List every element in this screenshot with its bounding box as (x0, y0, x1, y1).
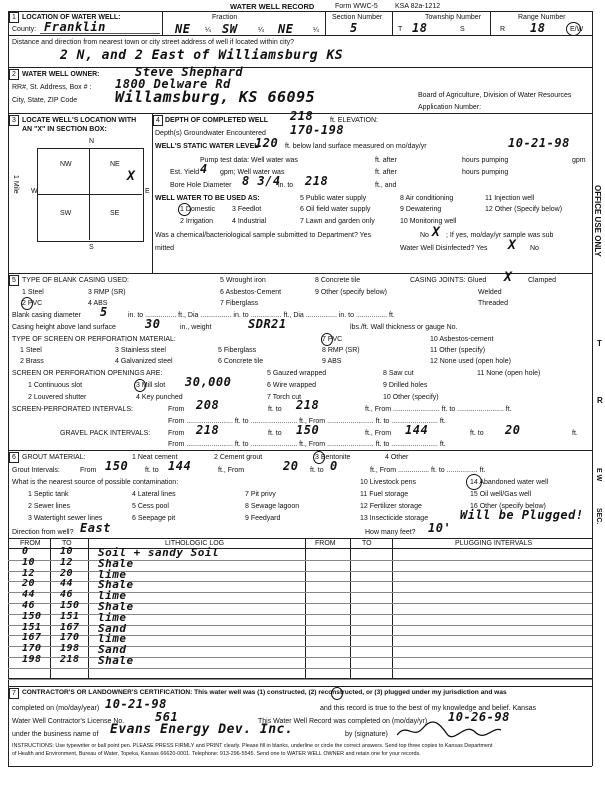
casing-abs[interactable]: 4 ABS (88, 300, 108, 307)
license-label: Water Well Contractor's License No. (12, 718, 125, 725)
static-level-label: WELL'S STATIC WATER LEVEL (155, 143, 259, 150)
weight-tail: lbs./ft. Wall thickness or gauge No. (350, 324, 458, 331)
grout-bentonite[interactable]: 3 Bentonite (315, 454, 351, 461)
gravel-to[interactable]: 150 (296, 423, 320, 437)
grout-to[interactable]: 144 (168, 459, 192, 473)
pump-test-label: Pump test data: Well water was (200, 157, 298, 164)
owner-address[interactable]: 1800 Delware Rd (115, 77, 231, 91)
grout-to2-label: ft. to (310, 467, 324, 474)
sidebar-r: R (597, 396, 603, 405)
log-row-from[interactable]: 46 (22, 600, 36, 611)
section-1-number: 1 (9, 12, 19, 23)
depth-label: DEPTH OF COMPLETED WELL (165, 117, 269, 124)
yield-after: ft. after (375, 169, 397, 176)
use-domestic-circle (178, 203, 191, 216)
open-louvered[interactable]: 2 Louvered shutter (28, 394, 87, 401)
log-row-divider (8, 571, 592, 572)
chem-no-mark: X (432, 225, 441, 240)
record-label: This Water Well Record was completed on (mo/day/yr) (258, 718, 428, 725)
bore-value[interactable]: 8 3/4 (242, 174, 281, 188)
screen-label: TYPE OF SCREEN OR PERFORATION MATERIAL: (12, 336, 176, 343)
west-label: W (31, 188, 38, 195)
log-row-from[interactable]: 170 (22, 643, 42, 655)
disinfected-label: Water Well Disinfected? Yes (400, 245, 488, 252)
city-label: City, State, ZIP Code (12, 97, 78, 104)
section-3-label-1: LOCATE WELL'S LOCATION WITH (22, 117, 137, 124)
township-t: T (398, 26, 403, 33)
distance-value[interactable]: 2 N, and 2 East of Williamsburg KS (60, 48, 344, 63)
casing-asbestos[interactable]: 6 Asbestos-Cement (220, 289, 282, 296)
howmany-label: How many feet? (365, 529, 416, 536)
screen-none[interactable]: 12 None used (open hole) (430, 358, 511, 365)
signature-scribble (395, 720, 505, 740)
glued-mark: X (504, 270, 513, 285)
screen-concrete[interactable]: 6 Concrete tile (218, 358, 264, 365)
open-saw[interactable]: 8 Saw cut (383, 370, 414, 377)
log-row-to[interactable]: 170 (60, 632, 80, 644)
grout-cement[interactable]: 2 Cement grout (214, 454, 263, 461)
contam-insecticide[interactable]: 13 Insecticide storage (360, 515, 429, 522)
grout-other[interactable]: 4 Other (385, 454, 409, 461)
gravel-to2[interactable]: 20 (505, 423, 521, 437)
bore-label: Bore Hole Diameter (170, 182, 232, 189)
quarter-symbol-2: ¼ (258, 27, 264, 34)
se-label: SE (110, 210, 120, 217)
ew-circle (566, 22, 584, 36)
log-row-description[interactable]: Sand (98, 621, 127, 635)
log-row-description[interactable]: Sand (98, 643, 127, 657)
contam-lateral[interactable]: 4 Lateral lines (132, 491, 176, 498)
section-3-number: 3 (9, 115, 19, 126)
log-row-description[interactable]: lime (98, 567, 127, 581)
bore-to-value[interactable]: 218 (305, 174, 329, 188)
yield-hours: hours pumping (462, 169, 509, 176)
chem-mitted: mitted (155, 245, 175, 252)
log-row-from[interactable]: 12 (22, 567, 36, 579)
contam-fertilizer[interactable]: 12 Fertilizer storage (360, 503, 422, 510)
owner-city[interactable]: Willamsburg, KS 66095 (115, 88, 316, 106)
use-public[interactable]: 5 Public water supply (300, 195, 367, 202)
log-row-from[interactable]: 167 (22, 632, 42, 644)
grout-from2-label: ft., From (218, 467, 245, 474)
grout-label: GROUT MATERIAL: (22, 454, 86, 461)
log-row-from[interactable]: 198 (22, 654, 42, 665)
grout-to-label: ft. to (145, 467, 159, 474)
casing-pvc-circle (21, 297, 33, 310)
business-label: under the business name of (12, 731, 99, 738)
grout-to2[interactable]: 0 (330, 459, 338, 473)
section-3-label-2: AN "X" IN SECTION BOX: (22, 126, 107, 133)
mill-value[interactable]: 30,000 (185, 375, 232, 389)
contam-cess[interactable]: 5 Cess pool (132, 503, 169, 510)
contam-other[interactable]: 16 Other (specify below) (470, 503, 546, 510)
form-title: WATER WELL RECORD (230, 2, 315, 11)
log-row-to[interactable]: 198 (60, 643, 80, 655)
open-mill[interactable]: 3 Mill slot (136, 382, 166, 389)
casing-steel[interactable]: 1 Steel (22, 289, 44, 296)
mile-label: 1 Mile (12, 175, 19, 194)
section-2-number: 2 (9, 69, 19, 80)
application-number-label: Application Number: (418, 104, 482, 111)
log-row-from[interactable]: 151 (22, 621, 42, 633)
gravel-ft: ft. (572, 430, 578, 437)
grout-bentonite-circle (313, 451, 325, 464)
direction-value[interactable]: East (80, 521, 111, 535)
record-date[interactable]: 10-26-98 (448, 710, 510, 724)
sw-label: SW (60, 210, 72, 217)
pump-hours: hours pumping (462, 157, 509, 164)
casing-concrete[interactable]: 8 Concrete tile (315, 277, 361, 284)
disinfected-no[interactable]: No (530, 245, 539, 252)
nw-label: NW (60, 161, 72, 168)
gravel-from2[interactable]: 144 (405, 423, 429, 437)
open-drilled[interactable]: 9 Drilled holes (383, 382, 428, 389)
log-row-to[interactable]: 218 (60, 654, 80, 665)
contam-feedyard[interactable]: 9 Feedyard (245, 515, 281, 522)
contam-abandoned-circle (466, 474, 482, 490)
chem-tail: ; If yes, mo/day/yr sample was sub (446, 232, 554, 239)
howmany-value[interactable]: 10' (428, 521, 452, 535)
range-ew: E/W (570, 26, 584, 33)
signature-label: by (signature) (345, 731, 388, 738)
log-row-to[interactable]: 167 (60, 621, 80, 633)
screen-brass[interactable]: 2 Brass (20, 358, 44, 365)
contam-lagoon[interactable]: 8 Sewage lagoon (245, 503, 300, 510)
depth-value[interactable]: 218 (290, 109, 314, 123)
open-mill-circle (134, 379, 146, 392)
screen-row1-tail: ft., From ........................ ft. to ........................ ft. (365, 406, 512, 413)
static-date[interactable]: 10-21-98 (508, 136, 570, 150)
screen-abs[interactable]: 9 ABS (322, 358, 342, 365)
section-number-value[interactable]: 5 (350, 21, 358, 35)
use-other[interactable]: 12 Other (Specify below) (485, 206, 563, 213)
open-key[interactable]: 4 Key punched (136, 394, 183, 401)
range-value[interactable]: 18 (530, 21, 546, 35)
sidebar-sec: SEC. (595, 508, 602, 525)
yield-value[interactable]: 4 (200, 162, 208, 176)
section-grid[interactable] (37, 148, 144, 242)
log-row-divider (8, 560, 592, 561)
open-gauzed[interactable]: 5 Gauzed wrapped (267, 370, 327, 377)
log-row-from[interactable]: 10 (22, 556, 36, 568)
yield-tail: gpm; Well water was (220, 169, 285, 176)
grout-from[interactable]: 150 (105, 459, 129, 473)
log-row-divider (8, 635, 592, 636)
gravel-to2-label: ft. to (470, 430, 484, 437)
sidebar-ew: E W (595, 468, 602, 482)
ksa-reference: KSA 82a-1212 (395, 3, 441, 10)
log-row-divider (8, 603, 592, 604)
log-row-to[interactable]: 10 (60, 546, 74, 557)
certification-text: CONTRACTOR'S OR LANDOWNER'S CERTIFICATION: This water well was (1) constructed, (2) reconstructed, or (3) plugged under my jurisdiction and was (22, 689, 507, 696)
log-row-description[interactable]: Soil + sandy Soil (98, 546, 220, 559)
log-row-description[interactable]: Shale (98, 556, 134, 570)
log-row-from[interactable]: 150 (22, 610, 42, 622)
instructions-line-1: INSTRUCTIONS: Use typewriter or ball point pen. PLEASE PRESS FIRMLY and PRINT clearly. Please fill in blanks, underline or circle the correct answers. Send top three copies to Kansas Department (12, 743, 493, 749)
diameter-value[interactable]: 5 (100, 305, 108, 319)
log-row-description[interactable]: lime (98, 632, 127, 646)
section-number-label: Section Number (332, 14, 383, 21)
screen-rmp[interactable]: 8 RMP (SR) (322, 347, 360, 354)
use-monitoring[interactable]: 10 Monitoring well (400, 218, 457, 225)
groundwater-label: Depth(s) Groundwater Encountered (155, 130, 266, 137)
screen-galvanized[interactable]: 4 Galvanized steel (115, 358, 173, 365)
gravel-from[interactable]: 218 (196, 423, 220, 437)
section-2-label: WATER WELL OWNER: (22, 71, 100, 78)
log-row-description[interactable]: Shale (98, 654, 134, 667)
screen-from[interactable]: 208 (196, 398, 220, 412)
screen-to-label: ft. to (268, 406, 282, 413)
section-1-label: LOCATION OF WATER WELL: (22, 14, 121, 21)
constructed-circle (331, 687, 343, 700)
log-row-description[interactable]: Shale (98, 578, 134, 592)
screen-row2: From ........................ ft. to ........................ ft., From ........................ ft. to ........................ ft. (168, 418, 446, 425)
log-row-divider (8, 657, 592, 658)
office-use-label: OFFICE USE ONLY (593, 185, 602, 257)
height-value[interactable]: 30 (145, 317, 161, 331)
plugged-note[interactable]: Will be Plugged! (460, 508, 584, 522)
bore-ft-and: ft., and (375, 182, 397, 189)
joints-threaded[interactable]: Threaded (478, 300, 508, 307)
joints-clamped[interactable]: Clamped (528, 277, 557, 284)
casing-fiberglass[interactable]: 7 Fiberglass (220, 300, 259, 307)
contam-seepage[interactable]: 6 Seepage pit (132, 515, 176, 522)
chem-label: Was a chemical/bacteriological sample submitted to Department? Yes (155, 232, 372, 239)
use-industrial[interactable]: 4 Industrial (232, 218, 267, 225)
grout-tail: ft., From ................ ft. to ................ ft. (370, 467, 486, 474)
log-row-to[interactable]: 151 (60, 610, 80, 622)
use-air[interactable]: 8 Air conditioning (400, 195, 454, 202)
yield-label: Est. Yield (170, 169, 200, 176)
casing-wrought[interactable]: 5 Wrought iron (220, 277, 266, 284)
use-irrigation[interactable]: 2 Irrigation (180, 218, 214, 225)
address-label: RR#, St. Address, Box # : (12, 84, 92, 91)
contam-watertight[interactable]: 3 Watertight sewer lines (28, 515, 103, 522)
pump-after: ft. after (375, 157, 397, 164)
county-value[interactable]: Franklin (44, 20, 106, 34)
section-6-number: 6 (9, 452, 19, 463)
open-other[interactable]: 10 Other (specify) (383, 394, 439, 401)
township-s: S (460, 26, 465, 33)
fraction-3[interactable]: NE (278, 22, 294, 36)
owner-name[interactable]: Steve Shephard (135, 65, 244, 79)
fraction-label: Fraction (212, 14, 238, 21)
log-row-divider (8, 668, 592, 669)
screen-pvc[interactable]: 7 PVC (322, 336, 343, 343)
form-number: Form WWC-5 (335, 3, 378, 10)
use-feedlot[interactable]: 3 Feedlot (232, 206, 262, 213)
log-row-from[interactable]: 44 (22, 589, 36, 601)
screen-pvc-circle (321, 333, 333, 346)
use-injection[interactable]: 11 Injection well (485, 195, 535, 202)
open-wire[interactable]: 6 Wire wrapped (267, 382, 317, 389)
fraction-1[interactable]: NE (175, 22, 191, 36)
township-label: Township Number (425, 14, 482, 21)
location-mark[interactable]: X (127, 169, 136, 184)
log-row-divider (8, 581, 592, 582)
use-dewatering[interactable]: 9 Dewatering (400, 206, 442, 213)
completed-date[interactable]: 10-21-98 (105, 697, 167, 711)
screen-steel[interactable]: 1 Steel (20, 347, 42, 354)
log-row-divider (8, 646, 592, 647)
log-row-to[interactable]: 46 (60, 589, 74, 601)
pump-gpm: gpm (572, 157, 586, 164)
board-label: Board of Agriculture, Division of Water Resources (418, 92, 572, 99)
distance-label: Distance and direction from nearest town or city street address of well if located within city? (12, 39, 295, 46)
screen-asbestos[interactable]: 10 Asbestos-cement (430, 336, 494, 343)
disinfected-mark: X (508, 238, 517, 253)
contam-oil-gas[interactable]: 15 Oil well/Gas well (470, 491, 532, 498)
quarter-symbol-1: ¼ (205, 27, 211, 34)
contam-fuel[interactable]: 11 Fuel storage (360, 491, 409, 498)
log-row-divider (8, 614, 592, 615)
use-oil-field[interactable]: 6 Oil field water supply (300, 206, 371, 213)
license-value[interactable]: 561 (155, 710, 179, 724)
screen-to[interactable]: 218 (296, 398, 320, 412)
gravel-from2-label: ft., From (365, 430, 392, 437)
north-label: N (89, 138, 95, 145)
casing-label: TYPE OF BLANK CASING USED: (22, 277, 129, 284)
gravel-to-label: ft. to (268, 430, 282, 437)
open-torch[interactable]: 7 Torch cut (267, 394, 302, 401)
weight-value[interactable]: SDR21 (248, 317, 287, 331)
log-row-divider (8, 625, 592, 626)
openings-label: SCREEN OR PERFORATION OPENINGS ARE: (12, 370, 163, 377)
gravel-from-label: From (168, 430, 185, 437)
screen-stainless[interactable]: 3 Stainless steel (115, 347, 166, 354)
sidebar-t: T (597, 339, 602, 348)
log-row-description[interactable]: Shale (98, 600, 134, 613)
open-none[interactable]: 11 None (open hole) (477, 370, 541, 377)
completed-label: completed on (mo/day/year) (12, 705, 100, 712)
log-row-from[interactable]: 20 (22, 578, 36, 590)
screen-other[interactable]: 11 Other (specify) (430, 347, 486, 354)
south-label: S (89, 244, 94, 251)
grout-from-label: From (80, 467, 97, 474)
elevation-label: ft. ELEVATION: (330, 117, 378, 124)
casing-joints-label: CASING JOINTS: Glued (410, 277, 487, 284)
diameter-tail-1: in. to ................ ft., Dia ................ in. to ................ ft., Dia ................ in. to ................ ft. (128, 312, 395, 319)
use-domestic[interactable]: 1 Domestic (180, 206, 216, 213)
range-r: R (500, 26, 506, 33)
log-header-from: FROM (20, 540, 41, 547)
gravel-label: GRAVEL PACK INTERVALS: (60, 430, 151, 437)
fraction-2[interactable]: SW (222, 22, 238, 36)
direction-label: Direction from well? (12, 529, 74, 536)
section-4-number: 4 (153, 115, 163, 126)
range-label: Range Number (518, 14, 566, 21)
screen-from-label: From (168, 406, 185, 413)
county-label: County: (12, 26, 37, 33)
log-header-to: TO (62, 540, 72, 547)
diameter-label: Blank casing diameter (12, 312, 81, 319)
grout-intervals-label: Grout Intervals: (12, 467, 60, 474)
weight-label: in., weight (180, 324, 212, 331)
contam-livestock[interactable]: 10 Livestock pens (360, 479, 417, 486)
log-row-to[interactable]: 150 (60, 600, 80, 611)
section-7-number: 7 (9, 688, 19, 699)
use-label: WELL WATER TO BE USED AS: (155, 195, 260, 202)
casing-rmp[interactable]: 3 RMP (SR) (88, 289, 126, 296)
static-level-tail: ft. below land surface measured on mo/day/yr (285, 143, 427, 150)
height-label: Casing height above land surface (12, 324, 116, 331)
log-header-plugging: PLUGGING INTERVALS (455, 540, 533, 547)
contamination-label: What is the nearest source of possible contamination: (12, 479, 179, 486)
business-name[interactable]: Evans Energy Dev. Inc. (110, 722, 294, 737)
ne-label: NE (110, 161, 120, 168)
groundwater-value[interactable]: 170-198 (290, 123, 345, 137)
log-row-description[interactable]: lime (98, 610, 127, 624)
section-5-number: 5 (9, 275, 19, 286)
screen-fiberglass[interactable]: 5 Fiberglass (218, 347, 257, 354)
joints-welded[interactable]: Welded (478, 289, 502, 296)
log-row-to[interactable]: 44 (60, 578, 74, 590)
contam-abandoned[interactable]: 14 Abandoned water well (470, 479, 549, 486)
township-value[interactable]: 18 (412, 21, 428, 35)
chem-no[interactable]: No (420, 232, 429, 239)
log-row-from[interactable]: 0 (22, 546, 29, 557)
static-level-value[interactable]: 120 (255, 136, 279, 150)
grout-neat[interactable]: 1 Neat cement (132, 454, 178, 461)
casing-pvc[interactable]: 2 PVC (22, 300, 43, 307)
quarter-symbol-3: ¼ (313, 27, 319, 34)
contam-pit[interactable]: 7 Pit privy (245, 491, 276, 498)
log-row-to[interactable]: 12 (60, 556, 74, 568)
log-row-divider (8, 592, 592, 593)
log-row-description[interactable]: lime (98, 589, 127, 603)
log-row-to[interactable]: 20 (60, 567, 74, 579)
use-lawn[interactable]: 7 Lawn and garden only (300, 218, 375, 225)
log-header-lithologic: LITHOLOGIC LOG (165, 540, 225, 547)
completed-tail: and this record is true to the best of my knowledge and belief. Kansas (320, 705, 536, 712)
log-header-to-2: TO (362, 540, 372, 547)
open-continuous[interactable]: 1 Continuous slot (28, 382, 83, 389)
contam-sewer[interactable]: 2 Sewer lines (28, 503, 71, 510)
grout-from2[interactable]: 20 (283, 459, 299, 473)
screen-intervals-label: SCREEN-PERFORATED INTERVALS: (12, 406, 133, 413)
east-label: E (145, 188, 150, 195)
bore-in-to: in. to (278, 182, 294, 189)
casing-other[interactable]: 9 Other (specify below) (315, 289, 387, 296)
gravel-row2: From ........................ ft. to ........................ ft., From ........................ ft. to ........................ ft. (168, 441, 446, 448)
contam-septic[interactable]: 1 Septic tank (28, 491, 69, 498)
log-header-from-2: FROM (315, 540, 336, 547)
instructions-line-2: of Health and Environment, Bureau of Water, Topeka, Kansas 66620-0001. Telephone: 913-296-5545. Send one to WATER WELL OWNER and retain one for your records. (12, 751, 421, 757)
